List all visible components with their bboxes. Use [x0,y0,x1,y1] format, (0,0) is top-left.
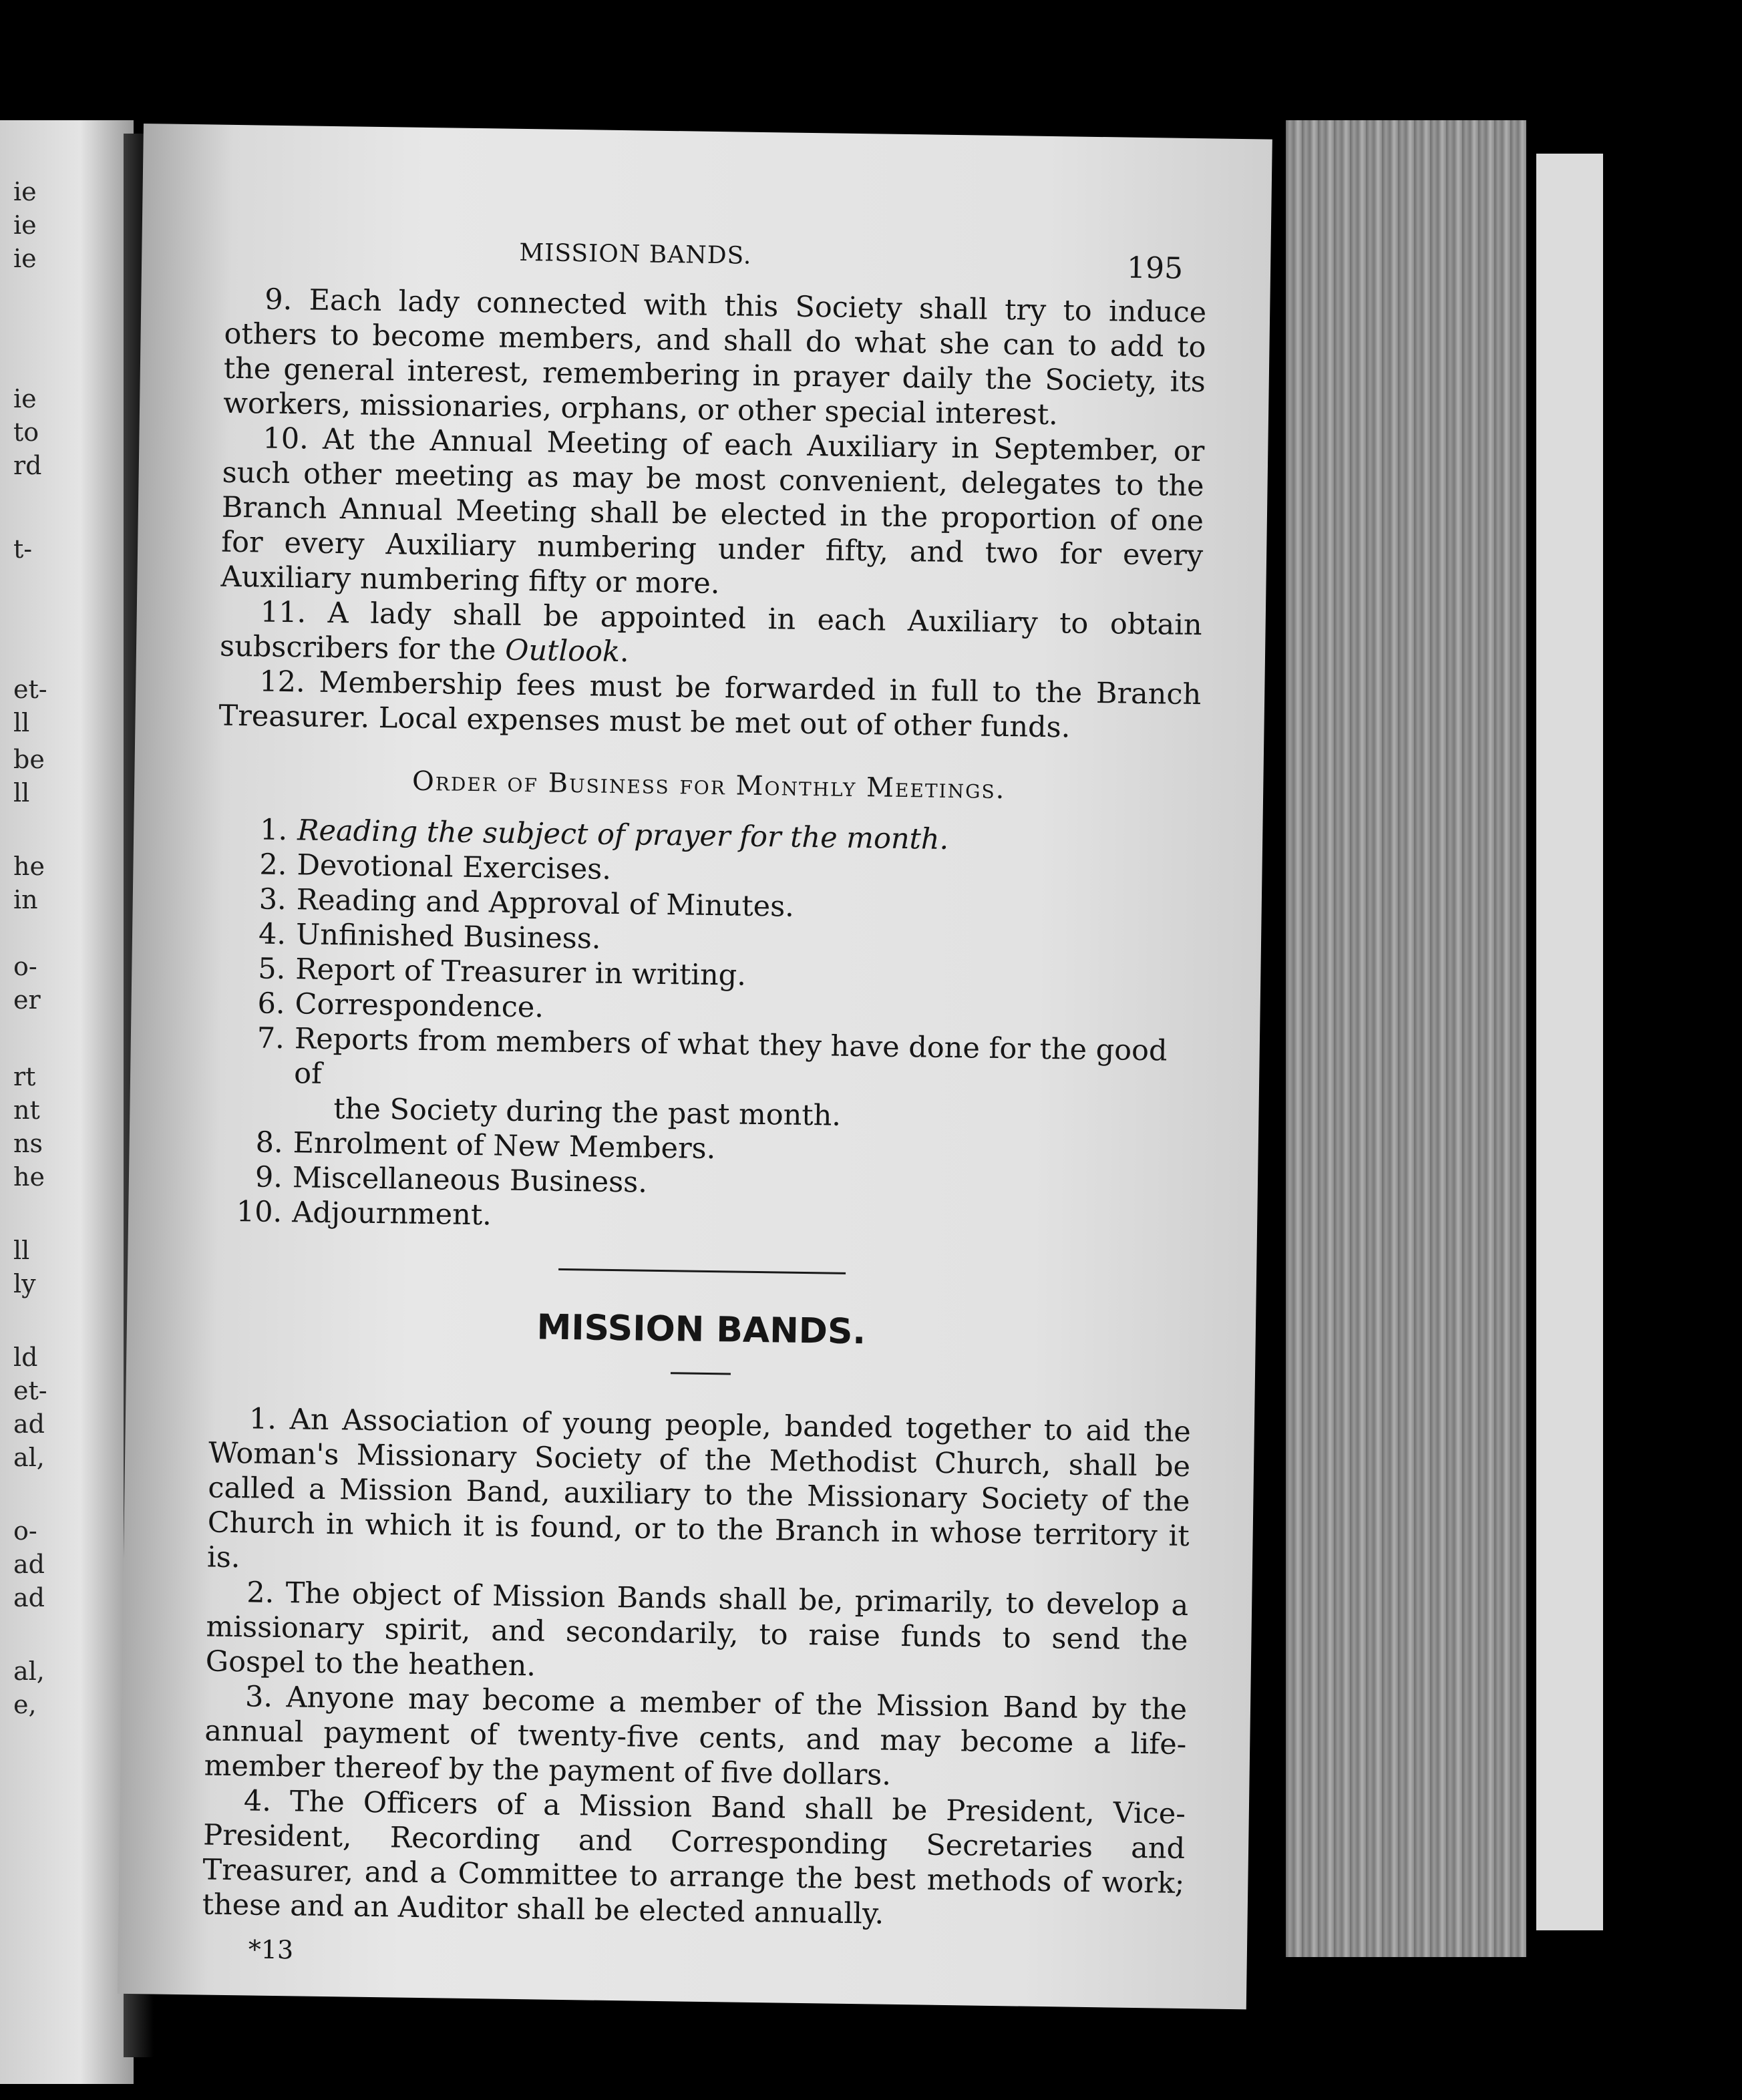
left-page-fragment: ad [13,1409,45,1439]
mission-band-article-2: 2. The object of Mission Bands shall be, primarily, to develop a missionary spirit, and secondarily, to raise funds to send the Gospel to the heathen. [205,1576,1189,1683]
list-item-number: 6. [257,987,285,1021]
section-divider [558,1268,846,1274]
list-item-text: Reading the subject of prayer for the month. [297,814,949,856]
left-page-fragment: ie [13,244,37,273]
list-item-text: Reports from members of what they have done for the good of [293,1022,1168,1091]
left-page-fragment: in [13,885,38,914]
list-item-number: 4. [258,917,287,952]
list-item-text: Unfinished Business. [295,918,601,956]
left-page-sliver [0,120,134,2084]
list-item-text: Enrolment of New Members. [293,1126,716,1166]
left-page-text-fragments [0,120,127,2084]
list-item-number: 5. [257,952,286,987]
left-page-fragment: t- [13,534,33,564]
list-item-text: Miscellaneous Business. [292,1161,648,1200]
left-page-fragment: to [13,417,39,447]
book-cover-edge [1536,154,1603,1930]
left-page-fragment: ns [13,1129,43,1158]
list-item-number: 9. [254,1160,283,1195]
order-of-business-heading: Order of Business for Monthly Meetings. [411,765,1006,806]
list-item-number: 1. [259,813,288,848]
left-page-fragment: rt [13,1062,36,1091]
mission-band-article-3: 3. Anyone may become a member of the Mission Band by the annual payment of twenty-five cents, and may become a life-member thereof by the payment of five dollars. [204,1680,1188,1792]
list-item [213,1021,1196,1139]
article-10: 10. At the Annual Meeting of each Auxiliary in September, or such other meeting as may be most convenient, delegates to the Branch Annual Meeting shall be elected in the proportion of one for every Auxiliary numbering under fifty, and two for every Auxiliary numbering fifty or more. [220,421,1205,601]
left-page-fragment: ad [13,1550,45,1579]
left-page-fragment: ly [13,1269,36,1298]
outlook-title: Outlook [504,633,621,669]
article-12: 12. Membership fees must be forwarded in full to the Branch Treasurer. Local expenses must be met out of other funds. [218,665,1202,745]
article-11-end: . [619,635,629,669]
left-page-fragment: ll [13,1236,30,1265]
left-page-fragment: rd [13,451,42,480]
left-page-fragment: nt [13,1095,40,1125]
list-item-text: Adjournment. [291,1196,492,1232]
left-page-fragment: e, [13,1690,37,1719]
left-page-fragment: he [13,852,45,881]
list-item-text: Report of Treasurer in writing. [295,952,747,993]
article-9: 9. Each lady connected with this Society shall try to induce others to become members, and shall do what she can to add to the general interest, remembering in prayer daily the Society, its workers, missionaries, orphans, or other special interest. [222,283,1207,432]
article-11-text: 11. A lady shall be appointed in each Auxiliary to obtain subscribers for the [219,595,1203,667]
left-page-fragment: ll [13,778,30,808]
left-page-fragment: he [13,1162,45,1192]
running-head: MISSION BANDS. [519,238,752,270]
left-page-fragment: ad [13,1583,45,1612]
left-page-fragment: et- [13,675,47,704]
list-item-text: Devotional Exercises. [297,848,612,886]
list-item-continuation: the Society during the past month. [333,1092,842,1133]
page-number: 195 [1126,250,1184,286]
left-page-fragment: ie [13,177,37,206]
mission-band-article-4: 4. The Officers of a Mission Band shall be President, Vice-President, Recording and Corresponding Secretaries and Treasurer, and a Committee to arrange the best methods of work; these and an Auditor shall be elected annually. [202,1784,1186,1931]
list-item-text: Correspondence. [295,987,544,1025]
left-page-fragment: al, [13,1656,45,1686]
article-11 [220,594,1202,678]
list-item-number: 7. [256,1021,285,1056]
text-column [201,282,1206,1980]
order-of-business-list [212,812,1200,1242]
title-underline [671,1372,731,1375]
book-page-edges [1286,120,1526,1957]
left-page-fragment: be [13,745,45,774]
left-page-fragment: ie [13,384,37,413]
list-item-number: 2. [259,848,287,882]
mission-band-article-1: 1. An Association of young people, banded together to aid the Woman's Missionary Society of the Methodist Church, shall be called a Mission Band, auxiliary to the Missionary Society of the Church in which it is found, or to the Branch in whose territory it is. [206,1402,1192,1575]
left-page-fragment: er [13,985,41,1015]
signature-mark: *13 [248,1934,294,1965]
section-title: MISSION BANDS. [536,1307,866,1353]
list-item-number: 8. [255,1125,284,1160]
left-page-fragment: o- [13,952,37,981]
list-item-number: 3. [258,882,287,917]
book-page [118,124,1272,2009]
left-page-fragment: ld [13,1343,38,1372]
list-item-number: 10. [236,1195,283,1230]
left-page-fragment: et- [13,1376,47,1405]
left-page-fragment: al, [13,1443,45,1472]
list-item-text: Reading and Approval of Minutes. [296,883,795,924]
page-text-layer [118,124,1272,2009]
left-page-fragment: ll [13,708,30,737]
left-page-fragment: ie [13,210,37,240]
left-page-fragment: o- [13,1516,37,1546]
